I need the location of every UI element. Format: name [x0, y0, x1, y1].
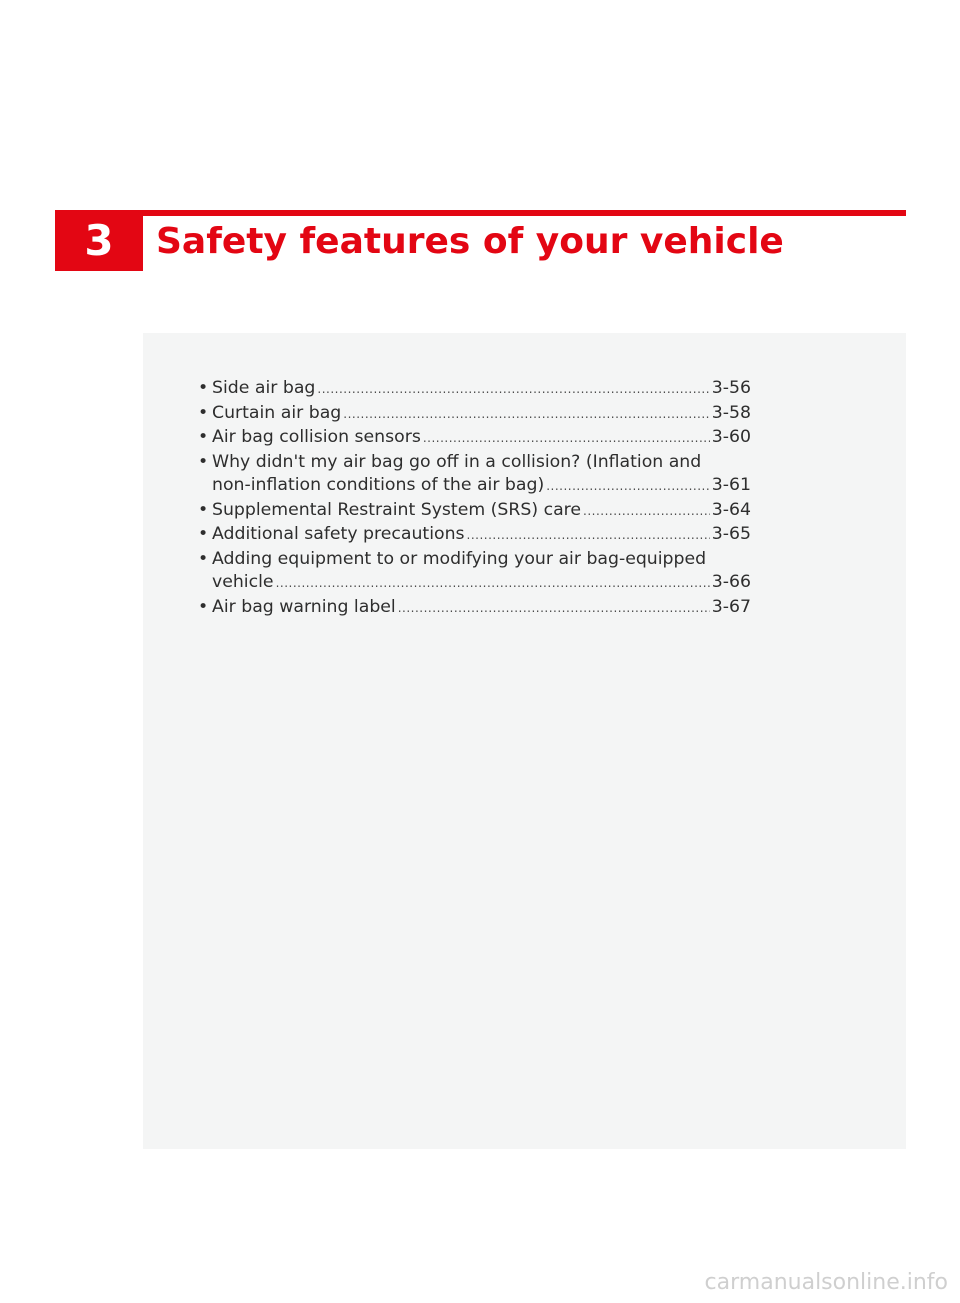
chapter-header: [55, 210, 906, 271]
dot-leader: [276, 571, 710, 596]
toc-page-ref: 3-67: [711, 596, 751, 617]
bullet-icon: •: [198, 524, 209, 544]
chapter-number: 3: [55, 210, 143, 271]
toc-page-ref: 3-64: [711, 499, 751, 520]
bullet-icon: •: [198, 451, 209, 472]
toc-entry-collision-sensors[interactable]: [198, 426, 751, 451]
toc-page-ref: 3-66: [711, 572, 751, 592]
toc-panel: [143, 333, 906, 1149]
dot-leader: [583, 499, 710, 524]
dot-leader: [467, 523, 710, 548]
toc-entry-curtain-air-bag[interactable]: [198, 402, 751, 427]
toc-entry-adding-equipment[interactable]: [198, 548, 751, 596]
dot-leader: [546, 474, 710, 499]
toc-entry-why-air-bag-not-deploy[interactable]: [198, 451, 751, 499]
toc-page-ref: 3-56: [711, 378, 751, 398]
dot-leader: [317, 377, 709, 402]
toc-entry-label-continued: non-inflation conditions of the air bag): [212, 475, 545, 495]
bullet-icon: •: [198, 499, 209, 520]
bullet-icon: •: [198, 402, 209, 423]
toc-page-ref: 3-65: [711, 524, 751, 544]
chapter-title: Safety features of your vehicle: [156, 221, 784, 262]
toc-page-ref: 3-58: [711, 402, 751, 423]
bullet-icon: •: [198, 548, 209, 569]
toc-entry-label: Why didn't my air bag go off in a collision? (Inflation and: [212, 451, 702, 472]
toc-entry-label: Air bag collision sensors: [212, 427, 421, 447]
dot-leader: [423, 426, 710, 451]
dot-leader: [343, 402, 710, 427]
toc-entry-label: Curtain air bag: [212, 402, 342, 423]
toc-entry-label: Supplemental Restraint System (SRS) care: [212, 499, 582, 520]
bullet-icon: •: [198, 427, 209, 447]
toc-list: [198, 377, 751, 620]
footer-watermark: carmanualsonline.info: [704, 1270, 948, 1295]
dot-leader: [398, 596, 710, 621]
toc-entry-side-air-bag[interactable]: [198, 377, 751, 402]
toc-entry-srs-care[interactable]: [198, 499, 751, 524]
toc-entry-additional-precautions[interactable]: [198, 523, 751, 548]
toc-page-ref: 3-61: [711, 475, 751, 495]
toc-entry-label: Additional safety precautions: [212, 524, 465, 544]
toc-entry-warning-label[interactable]: [198, 596, 751, 621]
bullet-icon: •: [198, 378, 209, 398]
toc-entry-label: Side air bag: [212, 378, 316, 398]
toc-page-ref: 3-60: [711, 427, 751, 447]
bullet-icon: •: [198, 596, 209, 617]
toc-entry-label: Air bag warning label: [212, 596, 396, 617]
toc-entry-label-continued: vehicle: [212, 572, 274, 592]
toc-entry-label: Adding equipment to or modifying your air bag-equipped: [212, 548, 707, 569]
header-rule: [143, 210, 906, 216]
